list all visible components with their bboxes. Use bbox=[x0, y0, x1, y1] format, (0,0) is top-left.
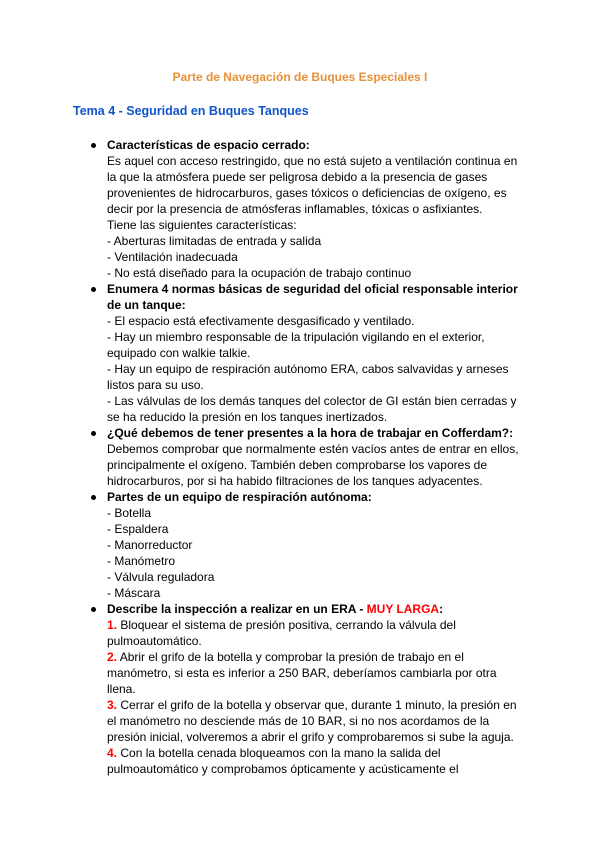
item-text: Tiene las siguientes características: bbox=[107, 218, 297, 232]
step-text: pulmoautomático y comprobamos ópticamente y acústicamente el bbox=[107, 762, 459, 776]
list-item bbox=[91, 425, 528, 489]
item-heading: ¿Qué debemos de tener presentes a la hora de trabajar en Cofferdam?: bbox=[107, 426, 514, 440]
highlight-label: MUY LARGA bbox=[366, 602, 440, 616]
step-text: el manómetro no desciende más de 10 BAR, si no nos acordamos de la bbox=[107, 714, 490, 728]
step-text: presión inicial, volveremos a abrir el grifo y comprobaremos si sube la aguja. bbox=[107, 730, 514, 744]
step-number: 2. bbox=[107, 650, 118, 664]
step-text: Bloquear el sistema de presión positiva, cerrando la válvula del bbox=[120, 618, 456, 632]
bullet-icon bbox=[91, 431, 96, 436]
item-heading bbox=[107, 601, 528, 617]
item-text: - Hay un miembro responsable de la tripulación vigilando en el exterior, bbox=[107, 330, 485, 344]
item-text: - Manómetro bbox=[107, 554, 176, 568]
item-text: hidrocarburos, por si ha habido filtraciones de los tanques adyacentes. bbox=[107, 474, 483, 488]
bullet-list bbox=[91, 137, 528, 777]
bullet-icon bbox=[91, 495, 96, 500]
section-title: Tema 4 - Seguridad en Buques Tanques bbox=[73, 104, 309, 118]
bullet-icon bbox=[91, 143, 96, 148]
item-text: - El espacio está efectivamente desgasificado y ventilado. bbox=[107, 314, 415, 328]
step-number: 1. bbox=[107, 618, 118, 632]
step-line bbox=[107, 649, 528, 665]
bullet-icon bbox=[91, 607, 96, 612]
item-text: - Máscara bbox=[107, 586, 161, 600]
item-text: - Botella bbox=[107, 506, 152, 520]
item-text: - Aberturas limitadas de entrada y salida bbox=[107, 234, 322, 248]
item-text: - Ventilación inadecuada bbox=[107, 250, 238, 264]
step-text: Abrir el grifo de la botella y comprobar la presión de trabajo en el bbox=[119, 650, 464, 664]
step-line bbox=[107, 745, 528, 761]
step-number: 4. bbox=[107, 746, 118, 760]
item-text: decir por la presencia de atmósferas inflamables, tóxicas o asfixiantes. bbox=[107, 202, 483, 216]
item-text: - No está diseñado para la ocupación de trabajo continuo bbox=[107, 266, 412, 280]
list-item bbox=[91, 281, 528, 425]
item-heading: de un tanque: bbox=[107, 298, 186, 312]
heading-colon: : bbox=[439, 602, 444, 616]
step-text: Cerrar el grifo de la botella y observar que, durante 1 minuto, la presión en bbox=[120, 698, 517, 712]
item-heading: Enumera 4 normas básicas de seguridad del oficial responsable interior bbox=[107, 282, 518, 296]
item-text: - Espaldera bbox=[107, 522, 169, 536]
item-text: - Manorreductor bbox=[107, 538, 193, 552]
item-text: - Hay un equipo de respiración autónomo ERA, cabos salvavidas y arneses bbox=[107, 362, 509, 376]
list-item bbox=[91, 137, 528, 281]
item-text: la que la atmósfera puede ser peligrosa debido a la presencia de gases bbox=[107, 170, 488, 184]
item-heading: Características de espacio cerrado: bbox=[107, 138, 310, 152]
step-text: pulmoautomático. bbox=[107, 634, 202, 648]
item-text: provenientes de hidrocarburos, gases tóxicos o deficiencias de oxígeno, es bbox=[107, 186, 507, 200]
step-text: manómetro, si esta es inferior a 250 BAR, deberíamos cambiarla por otra bbox=[107, 666, 497, 680]
item-text: - Válvula reguladora bbox=[107, 570, 215, 584]
step-text: llena. bbox=[107, 682, 136, 696]
item-heading: Partes de un equipo de respiración autónoma: bbox=[107, 490, 372, 504]
item-text: listos para su uso. bbox=[107, 378, 204, 392]
item-text: equipado con walkie talkie. bbox=[107, 346, 251, 360]
item-text: se ha reducido la presión en los tanques inertizados. bbox=[107, 410, 388, 424]
item-text: principalmente el oxígeno. También deben comprobarse los vapores de bbox=[107, 458, 488, 472]
step-line bbox=[107, 617, 528, 633]
step-number: 3. bbox=[107, 698, 118, 712]
document-title: Parte de Navegación de Buques Especiales I bbox=[172, 70, 428, 84]
bullet-icon bbox=[91, 287, 96, 292]
list-item bbox=[91, 601, 528, 777]
step-line bbox=[107, 697, 528, 713]
item-text: Debemos comprobar que normalmente estén vacíos antes de entrar en ellos, bbox=[107, 442, 519, 456]
step-text: Con la botella cenada bloqueamos con la mano la salida del bbox=[120, 746, 441, 760]
item-heading-text: Describe la inspección a realizar en un ERA - bbox=[107, 602, 367, 616]
list-item bbox=[91, 489, 528, 601]
item-text: - Las válvulas de los demás tanques del colector de GI están bien cerradas y bbox=[107, 394, 517, 408]
item-text: Es aquel con acceso restringido, que no está sujeto a ventilación continua en bbox=[107, 154, 518, 168]
